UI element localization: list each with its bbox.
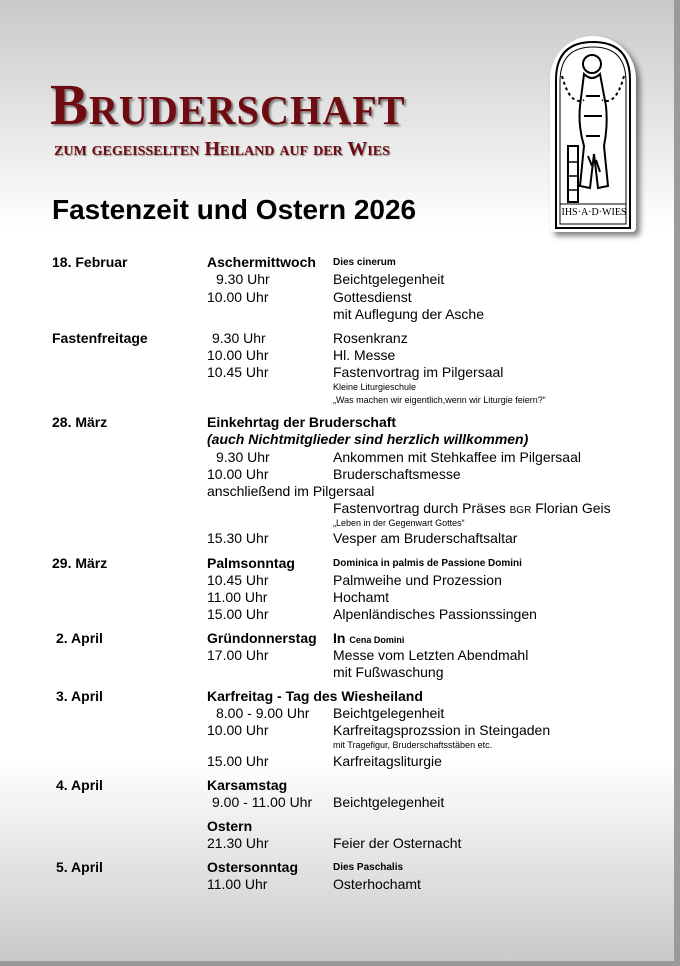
entry-abbr: BGR bbox=[509, 505, 532, 516]
entry-title-note: Dominica in palmis de Passione Domini bbox=[333, 558, 522, 569]
entry-note: mit Tragefigur, Bruderschaftsstäben etc. bbox=[333, 740, 493, 750]
entry-text: Fastenvortrag im Pilgersaal bbox=[333, 364, 504, 380]
entry-title-note-word: Cena Domini bbox=[349, 635, 405, 645]
entry-date: 28. März bbox=[52, 414, 108, 430]
seal-caption: IHS·A·D·WIES bbox=[561, 207, 627, 218]
entry-text-part: Fastenvortrag durch Präses bbox=[333, 500, 506, 516]
entry-time: 21.30 Uhr bbox=[207, 835, 269, 851]
entry-text: Osterhochamt bbox=[333, 876, 421, 892]
page-frame-bottom bbox=[0, 961, 680, 966]
entry-time: 9.00 - 11.00 Uhr bbox=[212, 794, 313, 810]
page-title: Fastenzeit und Ostern 2026 bbox=[52, 194, 417, 225]
entry-text: Messe vom Letzten Abendmahl bbox=[333, 647, 529, 663]
page-frame-right bbox=[674, 0, 680, 966]
entry-time: 10.00 Uhr bbox=[207, 289, 269, 305]
brotherhood-seal-image bbox=[550, 36, 636, 232]
org-subtitle: zum gegeisselten Heiland auf der Wies bbox=[54, 138, 390, 160]
entry-text: Palmweihe und Prozession bbox=[333, 572, 502, 588]
entry-date: 4. April bbox=[56, 777, 103, 793]
entry-text: Hl. Messe bbox=[333, 347, 396, 363]
entry-time: 15.00 Uhr bbox=[207, 606, 269, 622]
entry-title: Ostersonntag bbox=[207, 859, 299, 875]
entry-title: Einkehrtag der Bruderschaft bbox=[207, 414, 397, 430]
entry-text-part: Florian Geis bbox=[535, 500, 611, 516]
entry-date: Fastenfreitage bbox=[52, 330, 148, 346]
entry-time: 11.00 Uhr bbox=[207, 876, 268, 892]
entry-time: 9.30 Uhr bbox=[216, 449, 270, 465]
entry-text: Beichtgelegenheit bbox=[333, 794, 445, 810]
entry-time: 10.00 Uhr bbox=[207, 347, 269, 363]
entry-date: 29. März bbox=[52, 555, 108, 571]
entry-time: 10.00 Uhr bbox=[207, 722, 269, 738]
entry-time: 9.30 Uhr bbox=[212, 330, 266, 346]
entry-text: mit Auflegung der Asche bbox=[333, 306, 484, 322]
entry-title: Karfreitag - Tag des Wiesheiland bbox=[207, 688, 423, 704]
entry-time: 11.00 Uhr bbox=[207, 589, 268, 605]
entry-time: 15.30 Uhr bbox=[207, 530, 269, 546]
entry-time: 15.00 Uhr bbox=[207, 753, 269, 769]
entry-title: Aschermittwoch bbox=[207, 254, 316, 270]
entry-text: Beichtgelegenheit bbox=[333, 705, 445, 721]
entry-time: 17.00 Uhr bbox=[207, 647, 269, 663]
entry-note: „Leben in der Gegenwart Gottes“ bbox=[333, 518, 465, 528]
entry-title: Gründonnerstag bbox=[207, 630, 317, 646]
entry-text: Gottesdienst bbox=[333, 289, 412, 305]
entry-note: „Was machen wir eigentlich,wenn wir Liturgie feiern?“ bbox=[333, 395, 546, 405]
entry-text: mit Fußwaschung bbox=[333, 664, 444, 680]
entry-date: 2. April bbox=[56, 630, 103, 646]
org-title: Bruderschaft bbox=[50, 72, 406, 137]
entry-date: 18. Februar bbox=[52, 254, 128, 270]
entry-text: Beichtgelegenheit bbox=[333, 271, 445, 287]
entry-title: Ostern bbox=[207, 818, 253, 834]
entry-title: Karsamstag bbox=[207, 777, 288, 793]
entry-time: anschließend im Pilgersaal bbox=[207, 483, 375, 499]
entry-date: 3. April bbox=[56, 688, 103, 704]
entry-title-note: Dies Paschalis bbox=[333, 862, 404, 873]
entry-text bbox=[333, 500, 611, 519]
entry-text: Karfreitagsprozssion in Steingaden bbox=[333, 722, 551, 738]
entry-note: Kleine Liturgieschule bbox=[333, 382, 417, 392]
entry-text: Alpenländisches Passionssingen bbox=[333, 606, 537, 622]
entry-text: Ankommen mit Stehkaffee im Pilgersaal bbox=[333, 449, 581, 465]
entry-time: 8.00 - 9.00 Uhr bbox=[216, 705, 310, 721]
entry-text: Hochamt bbox=[333, 589, 390, 605]
entry-text: Vesper am Bruderschaftsaltar bbox=[333, 530, 518, 546]
entry-text: Rosenkranz bbox=[333, 330, 408, 346]
entry-time: 10.00 Uhr bbox=[207, 466, 269, 482]
entry-text: Karfreitagsliturgie bbox=[333, 753, 442, 769]
entry-time: 9.30 Uhr bbox=[216, 271, 270, 287]
entry-text: Bruderschaftsmesse bbox=[333, 466, 461, 482]
entry-time: 10.45 Uhr bbox=[207, 364, 269, 380]
entry-title: Palmsonntag bbox=[207, 555, 295, 571]
entry-text: Feier der Osternacht bbox=[333, 835, 462, 851]
entry-title-note: Dies cinerum bbox=[333, 257, 396, 268]
entry-title-note-word: In bbox=[333, 630, 346, 646]
entry-subtitle: (auch Nichtmitglieder sind herzlich willkommen) bbox=[207, 431, 529, 447]
entry-date: 5. April bbox=[56, 859, 103, 875]
entry-time: 10.45 Uhr bbox=[207, 572, 269, 588]
